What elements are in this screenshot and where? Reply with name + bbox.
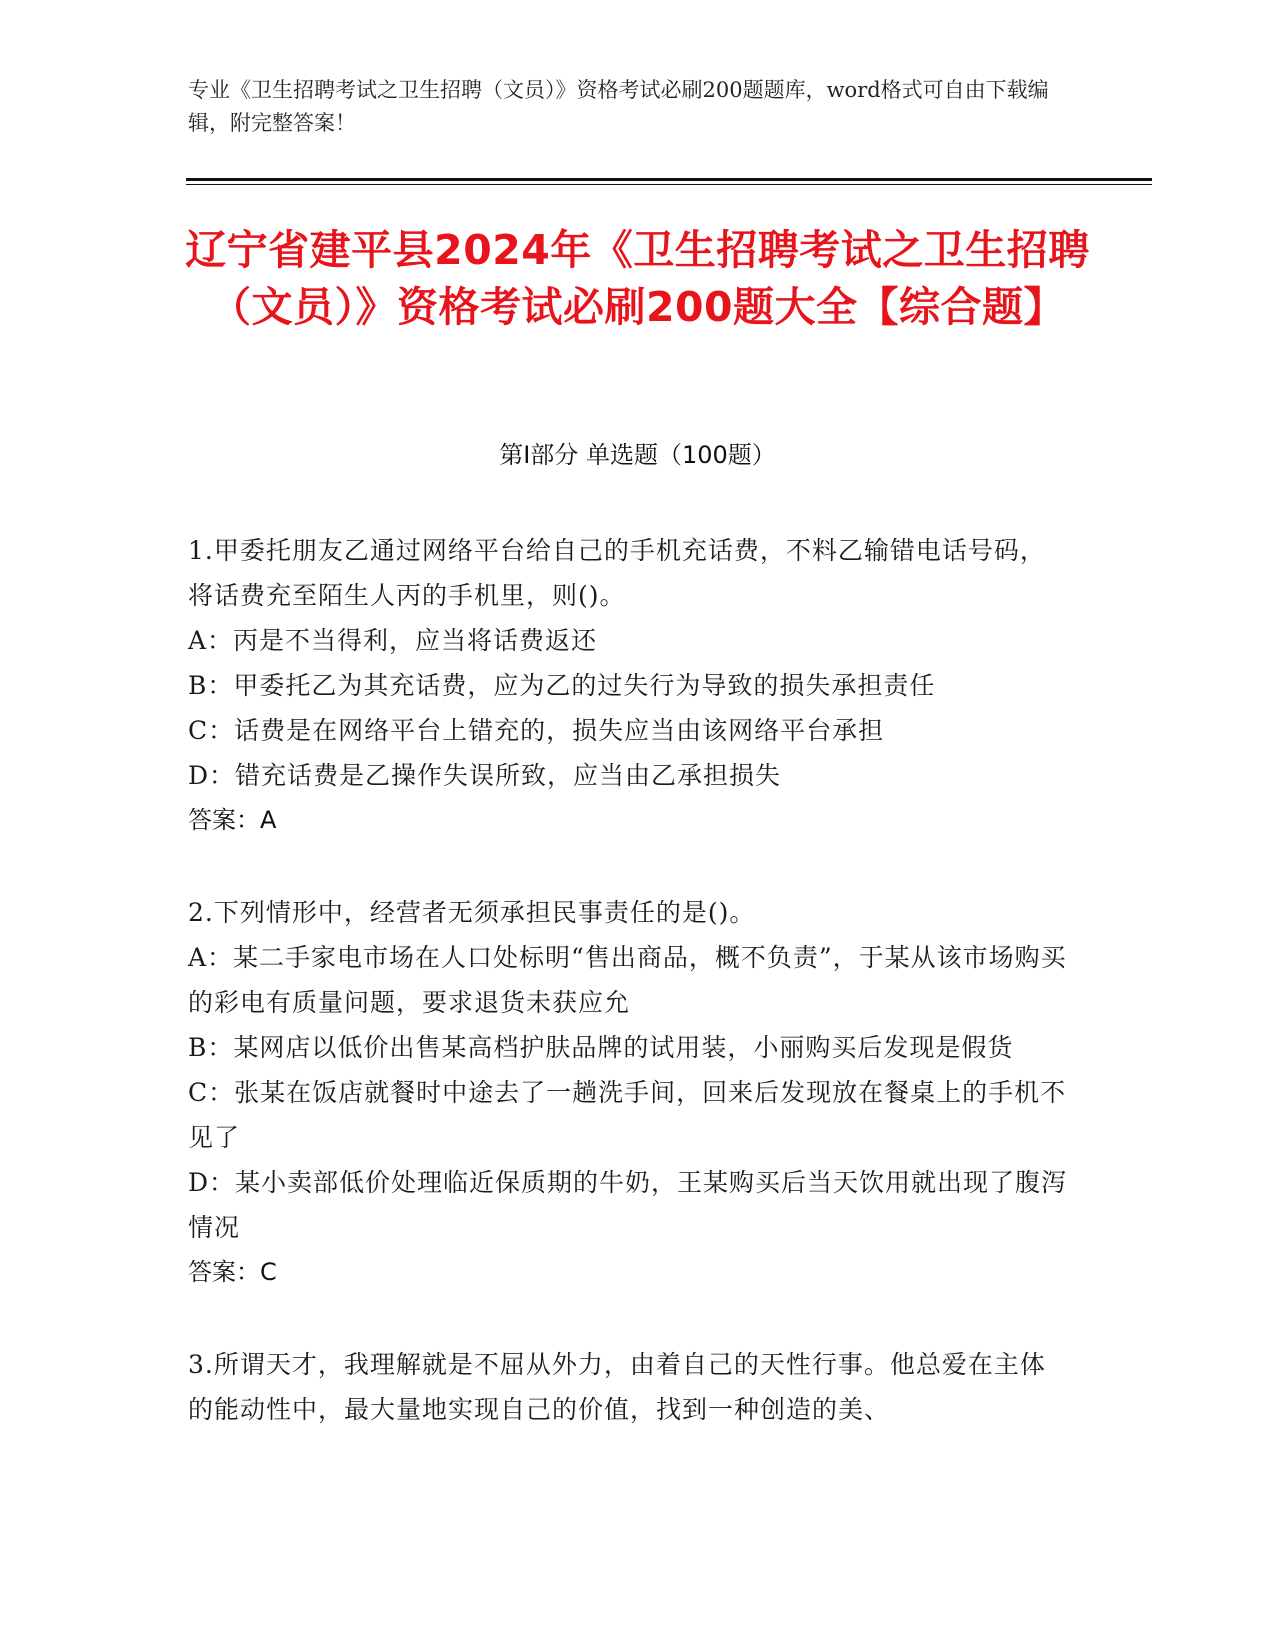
question-2 bbox=[188, 890, 1068, 1295]
option-d: D：错充话费是乙操作失误所致，应当由乙承担损失 bbox=[188, 761, 782, 790]
header-divider-thin bbox=[186, 184, 1152, 185]
answer: 答案：C bbox=[188, 1258, 277, 1286]
option-b: B：甲委托乙为其充话费，应为乙的过失行为导致的损失承担责任 bbox=[188, 671, 936, 700]
document-title: 辽宁省建平县2024年《卫生招聘考试之卫生招聘（文员）》资格考试必刷200题大全【综合题】 bbox=[185, 226, 1090, 331]
option-d: D：某小卖部低价处理临近保质期的牛奶，王某购买后当天饮用就出现了腹泻情况 bbox=[188, 1168, 1068, 1242]
option-a: A：丙是不当得利，应当将话费返还 bbox=[188, 626, 598, 655]
option-a: A：某二手家电市场在人口处标明“售出商品，概不负责”，于某从该市场购买的彩电有质量问题，要求退货未获应允 bbox=[188, 943, 1067, 1017]
question-text: 3.所谓天才，我理解就是不屈从外力，由着自己的天性行事。他总爱在主体的能动性中，最大量地实现自己的价值，找到一种创造的美、 bbox=[188, 1350, 1046, 1424]
question-1 bbox=[188, 528, 1068, 843]
option-b: B：某网店以低价出售某高档护肤品牌的试用装，小丽购买后发现是假货 bbox=[188, 1033, 1014, 1062]
question-list bbox=[188, 528, 1068, 1479]
section-title: 第I部分 单选题（100题） bbox=[499, 441, 776, 469]
question-text: 2.下列情形中，经营者无须承担民事责任的是()。 bbox=[188, 898, 756, 927]
header-note: 专业《卫生招聘考试之卫生招聘（文员）》资格考试必刷200题题库，word格式可自由下载编辑，附完整答案！ bbox=[188, 78, 1049, 135]
header-divider-thick bbox=[186, 178, 1152, 181]
answer: 答案：A bbox=[188, 806, 277, 834]
question-3 bbox=[188, 1342, 1068, 1432]
option-c: C：话费是在网络平台上错充的，损失应当由该网络平台承担 bbox=[188, 716, 885, 745]
question-text: 1.甲委托朋友乙通过网络平台给自己的手机充话费，不料乙输错电话号码，将话费充至陌生人丙的手机里，则()。 bbox=[188, 536, 1046, 610]
option-c: C：张某在饭店就餐时中途去了一趟洗手间，回来后发现放在餐桌上的手机不见了 bbox=[188, 1078, 1067, 1152]
